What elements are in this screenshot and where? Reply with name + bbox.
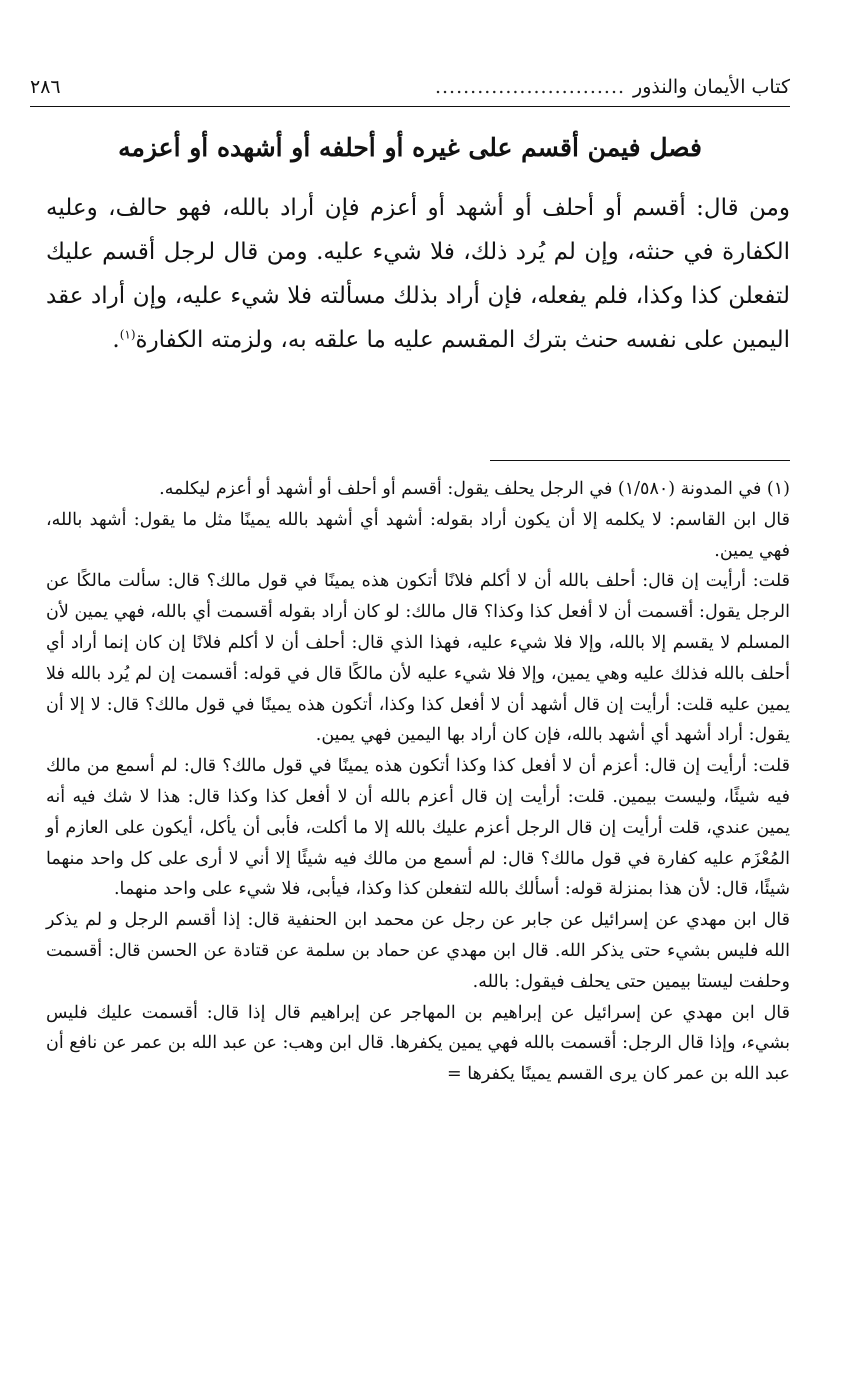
- paragraph-end: .: [112, 327, 120, 353]
- footnote-paragraph: قال ابن القاسم: لا يكلمه إلا أن يكون أراد بقوله: أشهد أي أشهد بالله يمينًا مثل ما يقول: أشهد بالله، فهي يمين.: [46, 509, 790, 561]
- book-title: كتاب الأيمان والنذور: [633, 76, 790, 98]
- page-number: ٢٨٦: [30, 76, 61, 98]
- footnote-separator: [490, 460, 790, 461]
- section-title: فصل فيمن أقسم على غيره أو أحلفه أو أشهده أو أعزمه: [118, 133, 702, 162]
- main-paragraph-text: ومن قال: أقسم أو أحلف أو أشهد أو أعزم فإن أراد بالله، فهو حالف، وعليه الكفارة في حنثه، وإن لم يُرد ذلك، فلا شيء عليه. ومن قال لرجل أقسم عليك لتفعلن كذا وكذا، فلم يفعله، فإن أراد بذلك مسألته فلا شيء عليه، وإن أراد عقد اليمين على نفسه حنث بترك المقسم عليه ما علقه به، ولزمته الكفارة: [46, 195, 790, 353]
- running-header: [30, 70, 790, 104]
- header-rule: [30, 106, 790, 107]
- footnote-paragraph: قلت: أرأيت إن قال: أحلف بالله أن لا أكلم فلانًا أتكون هذه يمينًا في قول مالك؟ قال: سألت مالكًا عن الرجل يقول: أقسمت أن لا أفعل كذا وكذا؟ قال مالك: لو كان أراد بقوله أقسمت أي بالله، فهي يمين لأن المسلم لا يقسم إلا بالله، وإلا فلا شيء عليه، فهذا الذي قال: أحلف أن لا أكلم فلانًا إن كان إنما أراد أي أحلف بالله فذلك عليه وهي يمين، وإلا فلا شيء عليه لأن مالكًا قال في قوله: أقسمت إن لم يُرد بالله فلا يمين عليه قلت: أرأيت إن قال أشهد أن لا أفعل كذا وكذا، أتكون هذه يمينًا في قول مالك؟ قال: لا إلا أن يقول: أراد أشهد أي أشهد بالله، فإن كان أراد بها اليمين فهي يمين.: [46, 571, 790, 746]
- footnote-paragraph: قلت: أرأيت إن قال: أعزم أن لا أفعل كذا وكذا أتكون هذه يمينًا في قول مالك؟ قال: لم أسمع من مالك فيه شيئًا، وليست بيمين. قلت: أرأيت إن قال أعزم بالله أن لا أفعل كذا وكذا قال: هذا لا شك فيه أنه يمين عندي، قلت أرأيت إن قال الرجل أعزم عليك بالله إلا ما أكلت، فأبى أن يأكل، أيكون على العازم أو المُعْزَم عليه كفارة في قول مالك؟ قال: لم أسمع من مالك فيه شيئًا إلا أني لا أرى على كل واحد منهما شيئًا، قال: لأن هذا بمنزلة قوله: أسألك بالله لتفعلن كذا وكذا، فيأبى، فلا شيء على واحد منهما.: [46, 756, 790, 900]
- leader-dots: ...........................: [434, 76, 626, 98]
- main-paragraph: [46, 186, 790, 362]
- footnote-paragraph: قال ابن مهدي عن إسرائيل عن إبراهيم بن المهاجر عن إبراهيم قال إذا قال: أقسمت عليك فليس بشيء، وإذا قال الرجل: أقسمت بالله فهي يمين يكفرها. قال ابن وهب: عن عبد الله بن عمر عن نافع أن عبد الله بن عمر كان يرى القسم يمينًا يكفرها =: [46, 1002, 790, 1085]
- footnote-paragraph: قال ابن مهدي عن إسرائيل عن جابر عن رجل عن محمد ابن الحنفية قال: إذا أقسم الرجل و لم يذكر الله فليس بشيء حتى يذكر الله. قال ابن مهدي عن حماد بن سلمة عن قتادة عن الحسن قال: أقسمت وحلفت ليستا بيمين حتى يحلف فيقول: بالله.: [46, 910, 790, 992]
- footnote-reference: (١): [119, 327, 136, 342]
- footnotes: [46, 474, 790, 1090]
- footnote-paragraph: (١) في المدونة (١/٥٨٠) في الرجل يحلف يقول: أقسم أو أحلف أو أشهد أو أعزم ليكلمه.: [159, 479, 790, 499]
